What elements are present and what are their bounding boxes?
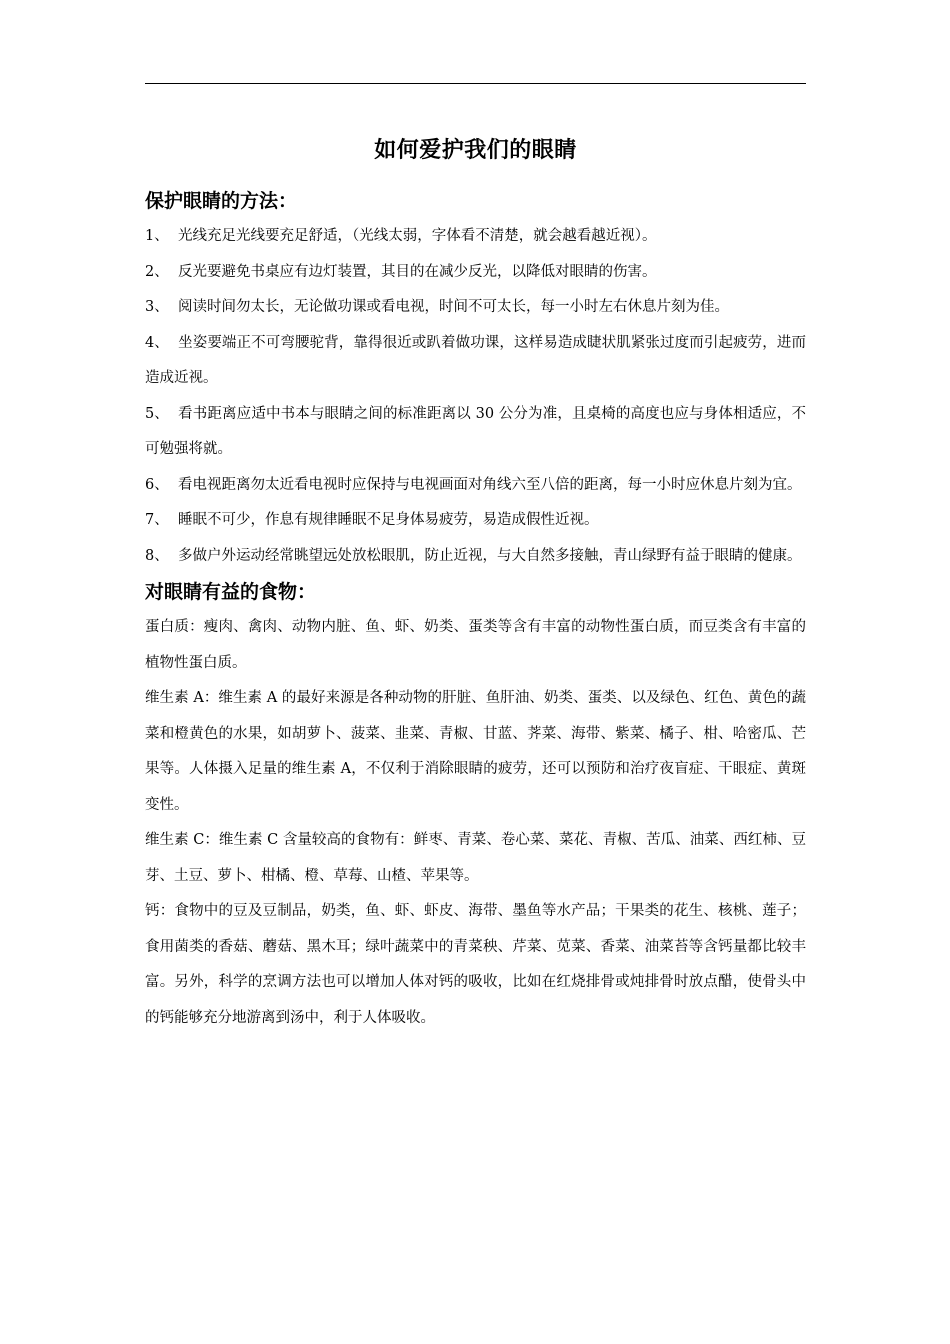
document-title: 如何爱护我们的眼睛 <box>374 137 577 163</box>
item-text: 睡眠不可少，作息有规律睡眠不足身体易疲劳，易造成假性近视。 <box>178 512 599 528</box>
item-number: 6、 <box>145 476 169 493</box>
section-heading: 对眼睛有益的食物： <box>145 581 317 603</box>
list-item <box>145 326 806 397</box>
paragraph-vitamin-a: 维生素 A：维生素 A 的最好来源是各种动物的肝脏、鱼肝油、奶类、蛋类、以及绿色、红色、黄色的蔬菜和橙黄色的水果，如胡萝卜、菠菜、韭菜、青椒、甘蓝、荠菜、海带、紫菜、橘子、柑、哈密瓜、芒果等。人体摄入足量的维生素 A，不仅利于消除眼睛的疲劳，还可以预防和治疗夜盲症、干眼症、黄斑变性。 <box>145 690 806 813</box>
item-text: 多做户外运动经常眺望远处放松眼肌，防止近视，与大自然多接触，青山绿野有益于眼睛的健康。 <box>178 547 802 564</box>
paragraph-protein: 蛋白质：瘦肉、禽肉、动物内脏、鱼、虾、奶类、蛋类等含有丰富的动物性蛋白质，而豆类含有丰富的植物性蛋白质。 <box>145 619 806 671</box>
item-number: 7、 <box>145 512 169 528</box>
paragraph-vitamin-c: 维生素 C：维生素 C 含量较高的食物有：鲜枣、青菜、卷心菜、菜花、青椒、苦瓜、油菜、西红柿、豆芽、土豆、萝卜、柑橘、橙、草莓、山楂、苹果等。 <box>145 832 806 884</box>
section-heading: 保护眼睛的方法： <box>145 190 298 212</box>
item-number: 2、 <box>145 263 169 280</box>
item-number: 8、 <box>145 547 169 564</box>
item-text: 阅读时间勿太长，无论做功课或看电视，时间不可太长，每一小时左右休息片刻为佳。 <box>178 299 729 315</box>
item-text: 看书距离应适中书本与眼睛之间的标准距离以 30 公分为准，且桌椅的高度也应与身体相适应，不可勉强将就。 <box>145 405 806 457</box>
document-body <box>145 183 806 1036</box>
list-item <box>145 255 806 291</box>
item-number: 3、 <box>145 299 169 315</box>
section-eye-healthy-foods <box>145 574 806 1036</box>
list-item <box>145 503 806 539</box>
section-eye-protection-methods <box>145 183 806 574</box>
item-number: 4、 <box>145 334 169 351</box>
list-item <box>145 290 806 326</box>
header-rule <box>145 83 806 84</box>
item-number: 5、 <box>145 405 169 422</box>
item-text: 反光要避免书桌应有边灯装置，其目的在减少反光，以降低对眼睛的伤害。 <box>178 263 657 280</box>
list-item <box>145 397 806 468</box>
item-text: 坐姿要端正不可弯腰驼背，靠得很近或趴着做功课，这样易造成睫状肌紧张过度而引起疲劳，进而造成近视。 <box>145 334 806 386</box>
item-text: 看电视距离勿太近看电视时应保持与电视画面对角线六至八倍的距离，每一小时应休息片刻为宜。 <box>178 476 802 493</box>
item-text: 光线充足光线要充足舒适，（光线太弱，字体看不清楚，就会越看越近视）。 <box>178 228 657 244</box>
list-item <box>145 468 806 504</box>
list-item <box>145 539 806 575</box>
paragraph-calcium: 钙：食物中的豆及豆制品，奶类，鱼、虾、虾皮、海带、墨鱼等水产品；干果类的花生、核桃、莲子；食用菌类的香菇、蘑菇、黑木耳；绿叶蔬菜中的青菜秧、芹菜、苋菜、香菜、油菜苔等含钙量都比较丰富。另外，科学的烹调方法也可以增加人体对钙的吸收，比如在红烧排骨或炖排骨时放点醋，使骨头中的钙能够充分地游离到汤中，利于人体吸收。 <box>145 903 806 1026</box>
item-number: 1、 <box>145 228 169 244</box>
list-item <box>145 219 806 255</box>
